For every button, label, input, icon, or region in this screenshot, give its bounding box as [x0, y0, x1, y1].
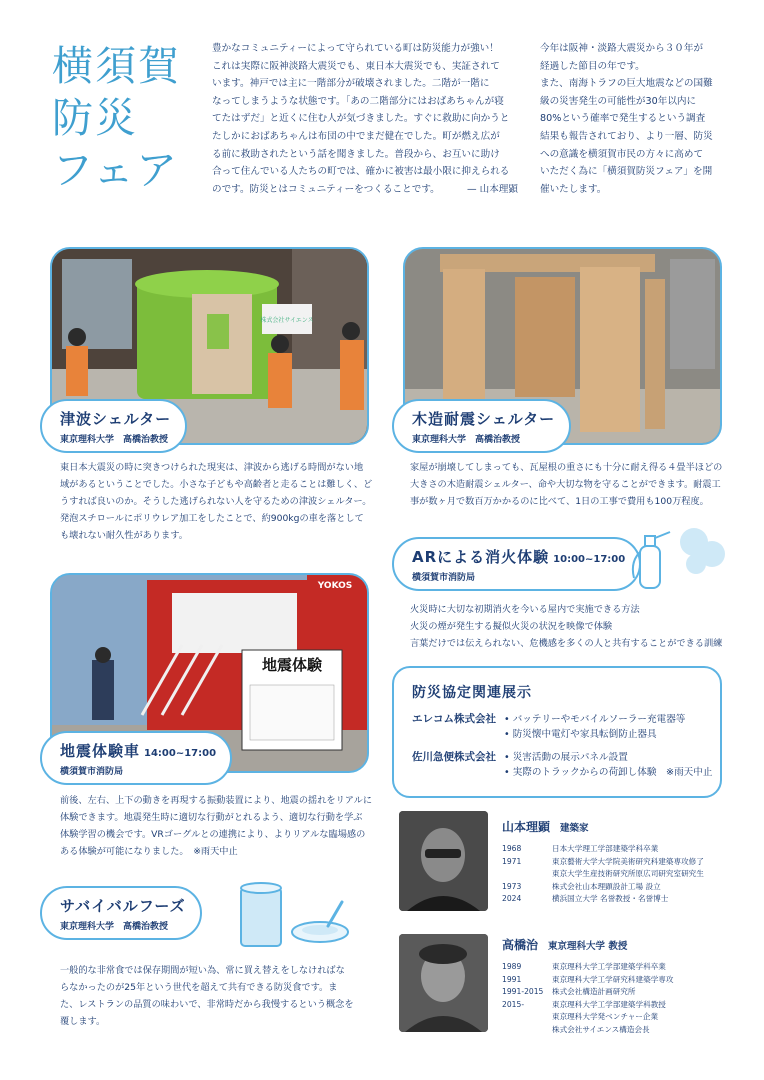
exhibit-row: エレコム株式会社 • バッテリーやモバイルソーラー充電器等 • 防災懐中電灯や家具転倒防止器具 佐川急便株式会社 • 災害活動の展示パネル設置 • 実際のトラックからの荷卸し体験 ※雨天中止 [412, 713, 713, 778]
bio-entry: 株式会社サイエンス構造会長 [552, 1024, 650, 1034]
exhibit-company: 佐川急便株式会社 [412, 751, 496, 763]
title-line-3: フェア [52, 146, 179, 194]
body-line: 域があるということでした。小さな子どもや高齢者と走ることは難しく、ど [60, 479, 373, 490]
ar-fire-presenter: 横須賀市消防局 [412, 573, 476, 583]
food-can-and-bowl-icon [236, 880, 356, 956]
intro-line: 合って住んでいる人たちの町では、確かに被害は最小限に抑えられる [212, 166, 510, 178]
bio-name: 山本理顕 [502, 820, 551, 834]
wooden-shelter-label [392, 399, 571, 453]
ar-fire-time: 10:00~17:00 [553, 554, 626, 565]
intro-line: また、南海トラフの巨大地震などの国難 [540, 78, 713, 90]
intro-line: たしかにおばあちゃんは布団の中でまだ健在でした。町が燃え広が [212, 130, 500, 142]
title-line-2: 防災 [52, 94, 138, 142]
body-line: 発泡スチロールにポリウレア加工をしたことで、約900kgの車を落として [60, 513, 364, 524]
intro-line: 結果も報告されており、より一層、防災 [540, 130, 713, 142]
exhibit-company: エレコム株式会社 [412, 713, 496, 725]
survival-foods-presenter: 東京理科大学 高橋治教授 [60, 922, 169, 932]
exhibit-item: 災害活動の展示パネル設置 [512, 752, 628, 763]
takahashi-portrait [399, 934, 488, 1032]
exhibits-box [392, 666, 722, 798]
wooden-shelter-presenter: 東京理科大学 高橋治教授 [412, 435, 521, 445]
bio-role: 東京理科大学 教授 [548, 941, 628, 952]
wooden-shelter-title: 木造耐震シェルター [412, 410, 556, 428]
body-line: た、レストランの品質の味わいで、非常時だから我慢するという概念を [60, 999, 354, 1010]
ar-fire-title: ARによる消火体験 [412, 548, 550, 566]
body-line: 一般的な非常食では保存期間が短い為、常に買え替えをしなければな [60, 965, 345, 976]
earthquake-vehicle-description [60, 792, 380, 860]
shelter-sign-text: 株式会社サイエンス [260, 317, 314, 324]
title-line-1: 横須賀 [52, 42, 181, 90]
body-line: 事が数ヶ月で数百万かかるのに比べて、1日の工事で費用も100万程度。 [410, 496, 709, 507]
intro-line: 今年は阪神・淡路大震災から３０年が [540, 43, 704, 54]
survival-foods-description [60, 962, 380, 1030]
fire-extinguisher-icon [628, 522, 728, 596]
intro-line: 経過した節目の年です。 [540, 60, 645, 72]
body-line: 覆します。 [60, 1016, 106, 1027]
body-line: 火災時に大切な初期消火を今いる屋内で実施できる方法 [410, 604, 640, 615]
earthquake-vehicle-label [40, 731, 232, 785]
earthquake-vehicle-presenter: 横須賀市消防局 [60, 767, 124, 777]
bio-role: 建築家 [560, 823, 589, 834]
bio-entry: 1991-2015 株式会社構造計画研究所 [502, 987, 636, 997]
vehicle-sign-text: 地震体験 [261, 656, 323, 674]
intro-signature: — 山本理顕 [466, 183, 518, 195]
body-line: 体験できます。地震発生時に適切な行動がとれるよう、適切な行動を学ぶ [60, 812, 363, 823]
bio-name: 高橋治 [502, 938, 539, 952]
intro-line: これは実際に阪神淡路大震災でも、東日本大震災でも、実証されて [212, 60, 500, 72]
intro-message [212, 40, 518, 198]
intro-line: 豊かなコミュニティーによって守られている町は防災能力が強い！ [212, 43, 499, 54]
bio-entry: 東京理科大学発ベンチャー企業 [552, 1012, 659, 1022]
bio-entry: 1968 日本大学理工学部建築学科卒業 [502, 844, 659, 853]
intro-line: のです。防災とはコミュニティーをつくることです。 [212, 183, 440, 195]
body-line: 体験学習の機会です。VRゴーグルとの連携により、よりリアルな臨場感の [60, 829, 366, 840]
body-line: 東日本大震災の時に突きつけられた現実は、津波から逃げる時間がない地 [60, 462, 364, 473]
intro-line: いただく為に「横須賀防災フェア」を開 [540, 166, 713, 178]
body-line: 火災の煙が発生する擬似火災の状況を映像で体験 [410, 621, 613, 632]
intro-line: 催いたします。 [540, 183, 607, 195]
wooden-shelter-description [410, 459, 730, 510]
survival-foods-label [40, 886, 202, 940]
fair-title [52, 40, 181, 196]
exhibits-title: 防災協定関連展示 [412, 685, 532, 701]
body-line: 前後、左右、上下の動きを再現する振動装置により、地震の揺れをリアルに [60, 795, 373, 806]
exhibit-item: 実際のトラックからの荷卸し体験 ※雨天中止 [512, 767, 713, 778]
bio-entry: 2024 横浜国立大学 名誉教授・名誉博士 [502, 894, 669, 904]
intro-announcement [540, 40, 720, 198]
survival-foods-title: サバイバルフーズ [60, 897, 186, 915]
vehicle-banner-text: YOKOS [317, 581, 353, 591]
intro-line: います。神戸では主に一階部分が破壊されました。二階が一階に [212, 78, 490, 90]
bio-entry: 2015- 東京理科大学工学部建築学科教授 [502, 999, 666, 1009]
exhibit-item: 防災懐中電灯や家具転倒防止器具 [512, 729, 657, 740]
yamamoto-portrait [399, 811, 488, 911]
body-line: らなかったのが25年という世代を超えて共有できる防災食です。ま [60, 982, 338, 993]
exhibit-item: バッテリーやモバイルソーラー充電器等 [512, 714, 686, 725]
bio-entry: 1991 東京理科大学工学研究科建築学専攻 [502, 974, 674, 984]
bio-entry: 1971 東京藝術大学大学院美術研究科建築専攻修了 [502, 856, 704, 866]
ar-fire-description [410, 601, 730, 652]
ar-fire-label [392, 537, 641, 591]
tsunami-shelter-label [40, 399, 187, 453]
takahashi-bio [502, 936, 742, 1037]
tsunami-shelter-description [60, 459, 380, 544]
tsunami-shelter-presenter: 東京理科大学 高橋治教授 [60, 435, 169, 445]
intro-line: 80%という確率で発生するという調査 [540, 113, 706, 125]
bio-entry: 1973 株式会社山本理顕設計工場 設立 [502, 881, 661, 891]
earthquake-vehicle-title: 地震体験車 [60, 742, 141, 760]
yamamoto-bio [502, 818, 742, 906]
body-line: 言葉だけでは伝えられない、危機感を多くの人と共有することができる訓練 [410, 638, 723, 649]
intro-line: 級の災害発生の可能性が30年以内に [540, 95, 697, 107]
body-line: ある体験が可能になりました。 [60, 846, 185, 857]
intro-line: てたはずだ」と近くに住む人が気づきました。すぐに救助に向かうと [212, 113, 510, 125]
tsunami-shelter-title: 津波シェルター [60, 410, 172, 428]
rain-cancel-note: ※雨天中止 [193, 846, 238, 857]
earthquake-vehicle-time: 14:00~17:00 [144, 748, 217, 759]
intro-line: なってしまうような状態です。「あの二階部分にはおばあちゃんが寝 [212, 95, 504, 107]
body-line: 家屋が崩壊してしまっても、瓦屋根の重さにも十分に耐え得る４畳半ほどの [410, 462, 723, 473]
body-line: 大きさの木造耐震シェルター、命や大切な物を守ることができます。耐震工 [410, 479, 721, 490]
bio-entry: 東京大学生産技術研究所原広司研究室研究生 [552, 869, 704, 879]
body-line: も壊れない耐久性があります。 [60, 530, 188, 541]
bio-entry: 1989 東京理科大学工学部建築学科卒業 [502, 962, 666, 971]
body-line: うすれば良いのか。そうした逃げられない人を守るための津波シェルター。 [60, 496, 372, 507]
intro-line: への意識を横須賀市民の方々に高めて [540, 148, 704, 160]
intro-line: る前に救助されたという話を聞きました。普段から、お互いに助け [212, 148, 500, 160]
